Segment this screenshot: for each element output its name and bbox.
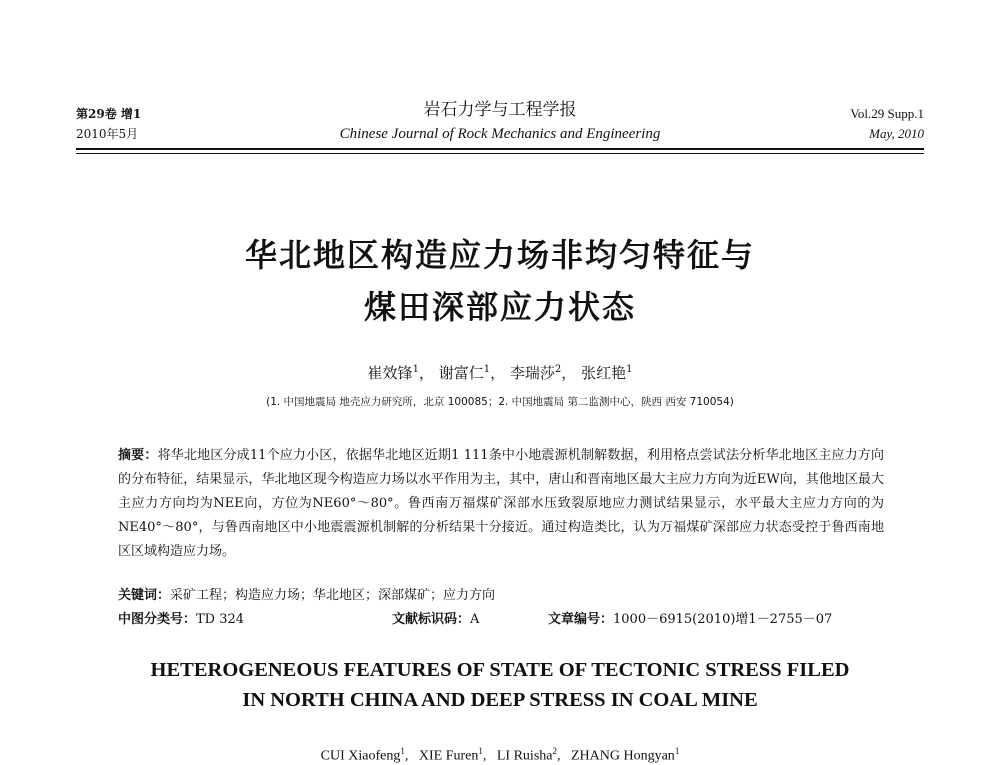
date-en: May, 2010 [869, 126, 924, 141]
author-affiliation-mark: 1 [478, 746, 483, 756]
author-affiliation-mark: 1 [400, 746, 405, 756]
journal-name-en: Chinese Journal of Rock Mechanics and Engineering [339, 126, 661, 142]
article-number [548, 610, 832, 630]
english-author-list: CUI Xiaofeng$^1$, XIE Furen$^1$, LI Ruisha$^2$, ZHANG Hongyan$^1$ [320, 746, 680, 764]
doc-code-label: 文献标识码： [392, 612, 471, 627]
english-title-line1: HETEROGENEOUS FEATURES OF STATE OF TECTONIC STRESS FILED [150, 659, 850, 681]
author-affiliation-mark: 1 [626, 364, 633, 375]
clc-value: TD 324 [196, 612, 245, 627]
keywords [118, 586, 495, 606]
keywords-label: 关键词： [118, 588, 171, 603]
author-name-en: XIE Furen [418, 748, 479, 764]
author-affiliation-mark: 1 [483, 364, 491, 375]
article-number-label: 文章编号： [548, 612, 614, 627]
journal-name-cn: 岩石力学与工程学报 [423, 100, 577, 120]
author-name: 崔效锋 [367, 364, 413, 382]
paper-title-line2: 煤田深部应力状态 [363, 288, 636, 326]
author-name-en: CUI Xiaofeng [320, 748, 401, 764]
author-name-en: ZHANG Hongyan [570, 748, 675, 764]
author-list: 崔效锋$^1$， 谢富仁$^1$， 李瑞莎$^2$， 张红艳$^1$ [367, 364, 633, 382]
article-number-value: 1000－6915(2010)增1－2755－07 [613, 612, 833, 627]
header-right [850, 104, 924, 144]
keywords-text: 采矿工程；构造应力场；华北地区；深部煤矿；应力方向 [170, 588, 496, 603]
author-name: 谢富仁 [438, 364, 484, 382]
clc-number [118, 610, 244, 630]
author-name: 张红艳 [581, 364, 627, 382]
affiliation: (1. 中国地震局 地壳应力研究所，北京 100085；2. 中国地震局 第二监测中心，陕西 西安 710054) [266, 396, 734, 408]
volume-en: Vol.29 Supp.1 [850, 106, 924, 121]
author-name: 李瑞莎 [509, 364, 555, 382]
author-name-en: LI Ruisha [496, 748, 553, 764]
header-rule-thin [76, 153, 924, 154]
clc-label: 中图分类号： [118, 612, 197, 627]
paper-title-line1: 华北地区构造应力场非均匀特征与 [244, 236, 755, 274]
author-affiliation-mark: 2 [554, 364, 562, 375]
abstract-text: 将华北地区分成11个应力小区，依据华北地区近期1 111条中小地震源机制解数据，利用格点尝试法分析华北地区主应力方向的分布特征，结果显示，华北地区现今构造应力场以水平作用为主，其中，唐山和晋南地区最大主应力方向为近EW向，其他地区最大主应力方向均为NEE向，方位为NE60°～80°。鲁西南万福煤矿深部水压致裂原地应力测试结果显示，水平最大主应力方向的为NE40°～80°，与鲁西南地区中小地震震源机制解的分析结果十分接近。通过构造类比，认为万福煤矿深部应力状态受控于鲁西南地区区域构造应力场。 [118, 448, 884, 559]
header-rule-thick [76, 148, 924, 150]
author-affiliation-mark: 1 [412, 364, 419, 375]
doc-code-value: A [470, 612, 480, 627]
document-code [392, 610, 479, 630]
author-affiliation-mark: 2 [552, 746, 557, 756]
abstract-label: 摘要： [118, 448, 158, 463]
english-title-line2: IN NORTH CHINA AND DEEP STRESS IN COAL MINE [242, 689, 758, 711]
volume-cn: 第29卷 增1 [76, 107, 142, 121]
author-affiliation-mark: 1 [674, 746, 680, 756]
date-cn: 2010年5月 [76, 127, 139, 141]
abstract [118, 444, 884, 564]
